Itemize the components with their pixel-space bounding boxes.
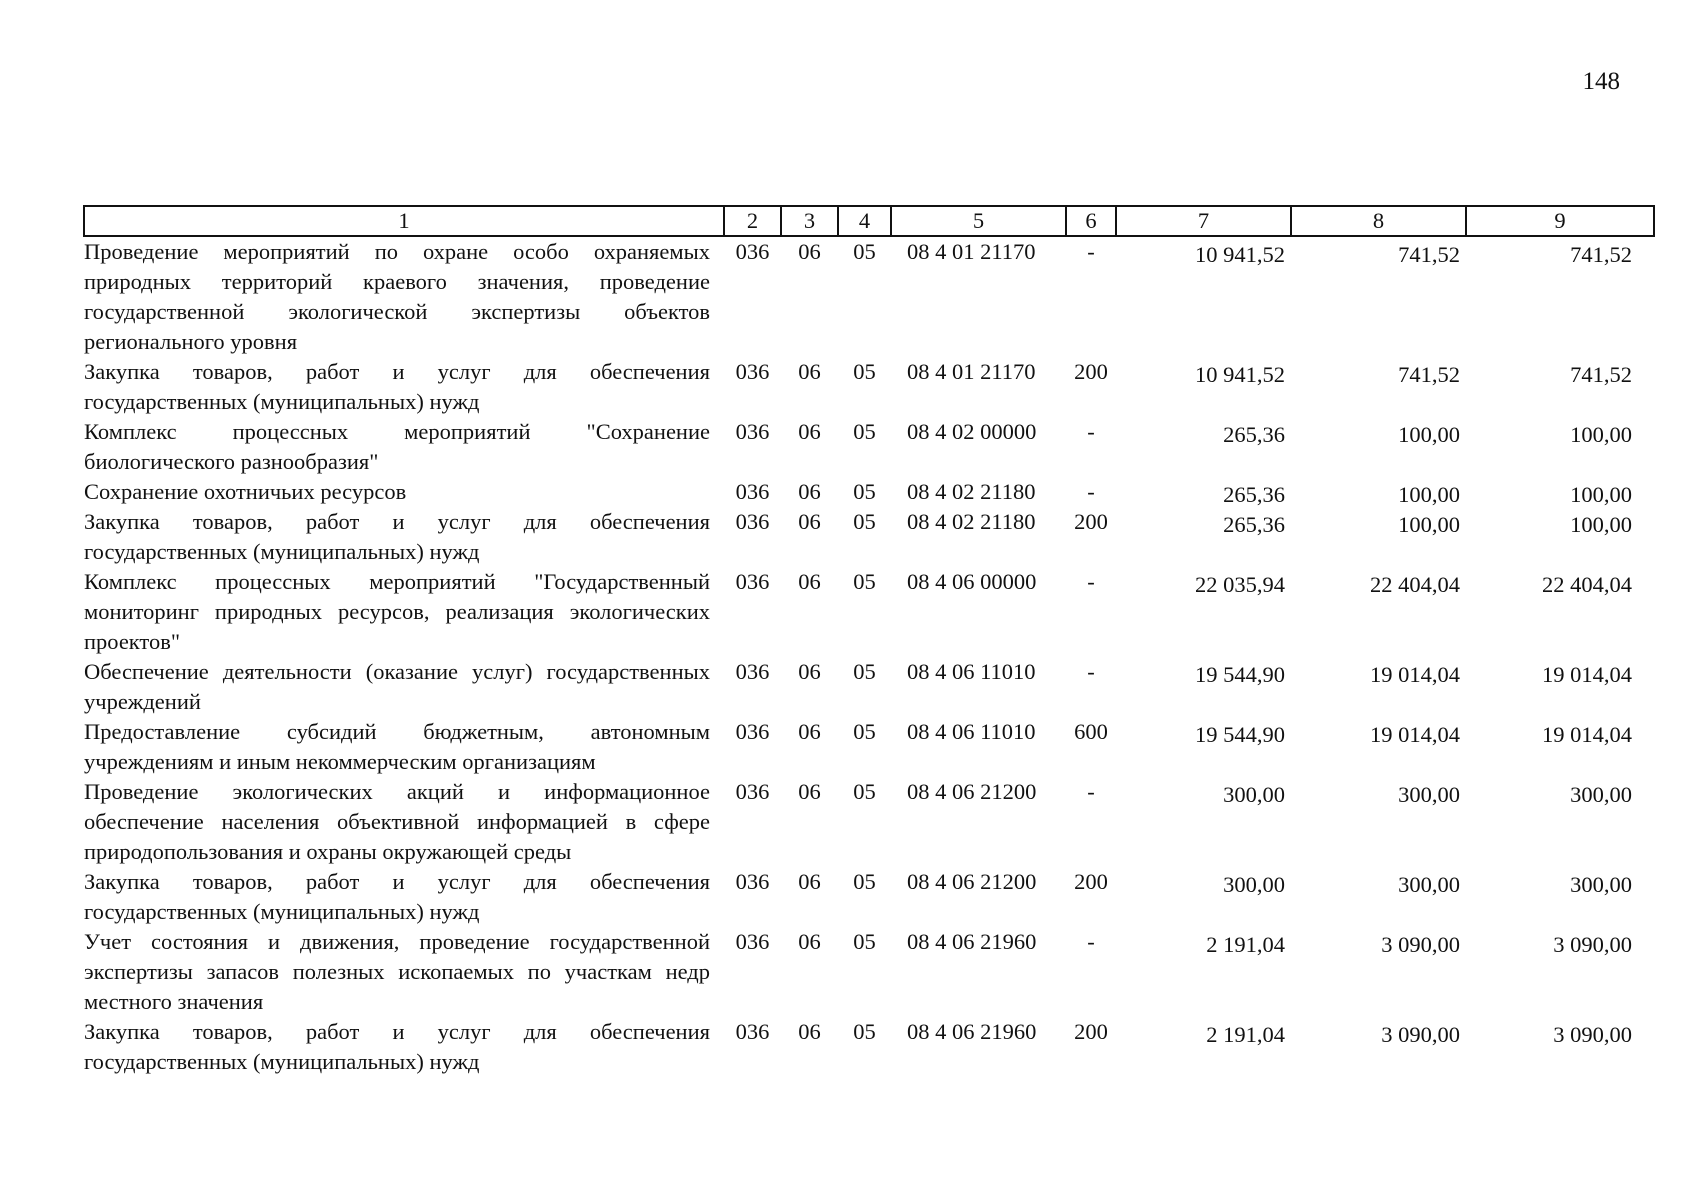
cell-expense-type <box>1066 567 1116 657</box>
cell-description-text: Закупка товаров, работ и услуг для обеспечения государственных (муниципальных) нужд <box>84 869 710 924</box>
cell-section-text: 06 <box>798 1019 821 1044</box>
cell-amount-col9-text: 19 014,04 <box>1542 662 1632 687</box>
cell-subsection-text: 05 <box>853 659 876 684</box>
cell-target-article <box>891 927 1066 1017</box>
cell-description <box>84 477 724 507</box>
cell-subsection-text: 05 <box>853 239 876 264</box>
cell-subsection <box>838 777 891 867</box>
header-col-4: 4 <box>838 206 891 236</box>
cell-amount-col7-text: 2 191,04 <box>1206 1022 1285 1047</box>
cell-amount-col8-text: 22 404,04 <box>1370 572 1460 597</box>
table-row <box>84 417 1654 477</box>
table-body <box>84 236 1654 1077</box>
cell-section <box>781 357 838 417</box>
cell-section <box>781 1017 838 1077</box>
cell-amount-col8-text: 300,00 <box>1398 872 1460 897</box>
cell-amount-col7 <box>1116 477 1291 507</box>
cell-amount-col7 <box>1116 717 1291 777</box>
cell-subsection-text: 05 <box>853 719 876 744</box>
cell-description <box>84 927 724 1017</box>
cell-amount-col8-text: 741,52 <box>1398 242 1460 267</box>
header-col-5: 5 <box>891 206 1066 236</box>
cell-section-text: 06 <box>798 509 821 534</box>
cell-admin-code <box>724 567 781 657</box>
cell-admin-code-text: 036 <box>735 569 770 594</box>
header-col-7: 7 <box>1116 206 1291 236</box>
cell-target-article-text: 08 4 06 21960 <box>907 929 1037 954</box>
cell-section-text: 06 <box>798 869 821 894</box>
cell-expense-type-text: 200 <box>1074 359 1108 384</box>
cell-description <box>84 777 724 867</box>
cell-expense-type <box>1066 777 1116 867</box>
cell-expense-type-text: 600 <box>1074 719 1108 744</box>
cell-amount-col7-text: 10 941,52 <box>1195 242 1285 267</box>
table-row <box>84 1017 1654 1077</box>
cell-section <box>781 717 838 777</box>
cell-target-article-text: 08 4 02 00000 <box>907 419 1037 444</box>
cell-amount-col9 <box>1466 927 1654 1017</box>
cell-amount-col8-text: 300,00 <box>1398 782 1460 807</box>
cell-amount-col9-text: 300,00 <box>1570 872 1632 897</box>
cell-section-text: 06 <box>798 659 821 684</box>
cell-expense-type <box>1066 717 1116 777</box>
cell-section-text: 06 <box>798 929 821 954</box>
cell-subsection <box>838 507 891 567</box>
cell-target-article <box>891 417 1066 477</box>
cell-amount-col7 <box>1116 507 1291 567</box>
cell-amount-col8 <box>1291 507 1466 567</box>
cell-amount-col7-text: 300,00 <box>1223 782 1285 807</box>
cell-section <box>781 777 838 867</box>
cell-section-text: 06 <box>798 719 821 744</box>
cell-admin-code-text: 036 <box>735 239 770 264</box>
cell-admin-code-text: 036 <box>735 869 770 894</box>
cell-subsection <box>838 477 891 507</box>
cell-amount-col7-text: 19 544,90 <box>1195 722 1285 747</box>
cell-amount-col7 <box>1116 927 1291 1017</box>
cell-amount-col9 <box>1466 717 1654 777</box>
cell-description-text: Сохранение охотничьих ресурсов <box>84 479 407 504</box>
cell-expense-type <box>1066 357 1116 417</box>
cell-target-article-text: 08 4 01 21170 <box>907 239 1036 264</box>
cell-amount-col8-text: 100,00 <box>1398 512 1460 537</box>
table-row <box>84 477 1654 507</box>
cell-amount-col9-text: 19 014,04 <box>1542 722 1632 747</box>
cell-expense-type-text: - <box>1087 659 1095 684</box>
cell-description <box>84 236 724 357</box>
cell-subsection <box>838 567 891 657</box>
cell-amount-col7-text: 22 035,94 <box>1195 572 1285 597</box>
cell-target-article-text: 08 4 06 11010 <box>907 659 1036 684</box>
cell-target-article-text: 08 4 06 21200 <box>907 779 1037 804</box>
cell-amount-col8 <box>1291 567 1466 657</box>
cell-section-text: 06 <box>798 239 821 264</box>
cell-amount-col7-text: 300,00 <box>1223 872 1285 897</box>
cell-amount-col9 <box>1466 777 1654 867</box>
cell-description <box>84 567 724 657</box>
cell-expense-type <box>1066 477 1116 507</box>
cell-subsection-text: 05 <box>853 509 876 534</box>
cell-amount-col7-text: 265,36 <box>1223 512 1285 537</box>
cell-amount-col7 <box>1116 357 1291 417</box>
cell-expense-type-text: 200 <box>1074 1019 1108 1044</box>
header-col-8: 8 <box>1291 206 1466 236</box>
cell-amount-col9-text: 3 090,00 <box>1553 1022 1632 1047</box>
cell-expense-type <box>1066 236 1116 357</box>
cell-subsection-text: 05 <box>853 929 876 954</box>
cell-description <box>84 357 724 417</box>
cell-amount-col7 <box>1116 567 1291 657</box>
cell-amount-col9 <box>1466 357 1654 417</box>
header-row <box>84 206 1654 236</box>
cell-description <box>84 507 724 567</box>
cell-amount-col8 <box>1291 236 1466 357</box>
cell-target-article <box>891 777 1066 867</box>
cell-admin-code-text: 036 <box>735 659 770 684</box>
cell-target-article-text: 08 4 06 21960 <box>907 1019 1037 1044</box>
cell-subsection <box>838 927 891 1017</box>
table-row <box>84 567 1654 657</box>
table-row <box>84 236 1654 357</box>
header-col-3: 3 <box>781 206 838 236</box>
cell-target-article <box>891 1017 1066 1077</box>
cell-amount-col9 <box>1466 567 1654 657</box>
cell-amount-col9-text: 300,00 <box>1570 782 1632 807</box>
header-col-9: 9 <box>1466 206 1654 236</box>
cell-expense-type-text: - <box>1087 479 1095 504</box>
cell-section <box>781 867 838 927</box>
cell-amount-col7 <box>1116 417 1291 477</box>
cell-admin-code <box>724 867 781 927</box>
header-col-2: 2 <box>724 206 781 236</box>
cell-admin-code <box>724 1017 781 1077</box>
table-row <box>84 657 1654 717</box>
cell-amount-col8 <box>1291 357 1466 417</box>
cell-subsection-text: 05 <box>853 569 876 594</box>
cell-amount-col8-text: 19 014,04 <box>1370 722 1460 747</box>
cell-description-text: Проведение экологических акций и информационное обеспечение населения объективной информацией в сфере природопользования и охраны окружающей среды <box>84 779 710 864</box>
cell-subsection-text: 05 <box>853 869 876 894</box>
cell-target-article <box>891 357 1066 417</box>
cell-amount-col8 <box>1291 1017 1466 1077</box>
cell-subsection <box>838 1017 891 1077</box>
cell-description <box>84 657 724 717</box>
cell-amount-col8-text: 3 090,00 <box>1381 932 1460 957</box>
cell-amount-col9 <box>1466 1017 1654 1077</box>
cell-amount-col8 <box>1291 417 1466 477</box>
cell-amount-col8-text: 741,52 <box>1398 362 1460 387</box>
cell-amount-col7 <box>1116 777 1291 867</box>
cell-section-text: 06 <box>798 359 821 384</box>
cell-subsection-text: 05 <box>853 779 876 804</box>
table-row <box>84 777 1654 867</box>
cell-target-article-text: 08 4 02 21180 <box>907 509 1036 534</box>
cell-admin-code-text: 036 <box>735 359 770 384</box>
cell-section <box>781 236 838 357</box>
cell-amount-col9 <box>1466 236 1654 357</box>
cell-target-article <box>891 657 1066 717</box>
cell-subsection <box>838 417 891 477</box>
cell-expense-type <box>1066 1017 1116 1077</box>
cell-expense-type-text: - <box>1087 779 1095 804</box>
cell-admin-code <box>724 236 781 357</box>
table-header <box>84 206 1654 236</box>
cell-amount-col7 <box>1116 657 1291 717</box>
cell-subsection <box>838 236 891 357</box>
cell-description <box>84 417 724 477</box>
cell-amount-col7-text: 19 544,90 <box>1195 662 1285 687</box>
cell-description-text: Проведение мероприятий по охране особо охраняемых природных территорий краевого значения, проведение государственной экологической экспертизы объектов регионального уровня <box>84 239 710 354</box>
cell-amount-col9 <box>1466 477 1654 507</box>
cell-expense-type <box>1066 657 1116 717</box>
cell-admin-code-text: 036 <box>735 479 770 504</box>
cell-amount-col7-text: 2 191,04 <box>1206 932 1285 957</box>
cell-admin-code <box>724 717 781 777</box>
cell-amount-col7-text: 265,36 <box>1223 422 1285 447</box>
cell-amount-col7 <box>1116 1017 1291 1077</box>
cell-description-text: Учет состояния и движения, проведение государственной экспертизы запасов полезных ископаемых по участкам недр местного значения <box>84 929 710 1014</box>
cell-expense-type-text: 200 <box>1074 869 1108 894</box>
cell-target-article-text: 08 4 06 21200 <box>907 869 1037 894</box>
cell-description-text: Комплекс процессных мероприятий "Сохранение биологического разнообразия" <box>84 419 710 474</box>
cell-subsection <box>838 357 891 417</box>
table-row <box>84 927 1654 1017</box>
cell-amount-col9-text: 741,52 <box>1570 362 1632 387</box>
cell-amount-col7 <box>1116 236 1291 357</box>
cell-description <box>84 867 724 927</box>
cell-amount-col7-text: 10 941,52 <box>1195 362 1285 387</box>
cell-amount-col8 <box>1291 927 1466 1017</box>
cell-amount-col9-text: 22 404,04 <box>1542 572 1632 597</box>
cell-target-article-text: 08 4 06 11010 <box>907 719 1036 744</box>
budget-table <box>83 205 1655 1077</box>
cell-target-article <box>891 867 1066 927</box>
cell-amount-col9-text: 100,00 <box>1570 422 1632 447</box>
cell-expense-type-text: 200 <box>1074 509 1108 534</box>
cell-section-text: 06 <box>798 779 821 804</box>
cell-description-text: Комплекс процессных мероприятий "Государственный мониторинг природных ресурсов, реализация экологических проектов" <box>84 569 710 654</box>
cell-admin-code <box>724 417 781 477</box>
cell-admin-code-text: 036 <box>735 719 770 744</box>
cell-amount-col8 <box>1291 867 1466 927</box>
table-row <box>84 867 1654 927</box>
cell-target-article-text: 08 4 06 00000 <box>907 569 1037 594</box>
cell-admin-code <box>724 777 781 867</box>
cell-description-text: Закупка товаров, работ и услуг для обеспечения государственных (муниципальных) нужд <box>84 1019 710 1074</box>
cell-description-text: Предоставление субсидий бюджетным, автономным учреждениям и иным некоммерческим организациям <box>84 719 710 774</box>
table-row <box>84 717 1654 777</box>
cell-amount-col8 <box>1291 477 1466 507</box>
cell-description-text: Обеспечение деятельности (оказание услуг) государственных учреждений <box>84 659 710 714</box>
cell-expense-type <box>1066 417 1116 477</box>
cell-admin-code-text: 036 <box>735 779 770 804</box>
cell-amount-col9-text: 741,52 <box>1570 242 1632 267</box>
cell-amount-col9 <box>1466 507 1654 567</box>
cell-admin-code-text: 036 <box>735 509 770 534</box>
cell-expense-type <box>1066 927 1116 1017</box>
cell-description-text: Закупка товаров, работ и услуг для обеспечения государственных (муниципальных) нужд <box>84 359 710 414</box>
cell-subsection-text: 05 <box>853 419 876 444</box>
cell-amount-col8-text: 3 090,00 <box>1381 1022 1460 1047</box>
cell-expense-type-text: - <box>1087 419 1095 444</box>
cell-admin-code-text: 036 <box>735 929 770 954</box>
cell-expense-type-text: - <box>1087 569 1095 594</box>
cell-expense-type <box>1066 867 1116 927</box>
cell-section <box>781 477 838 507</box>
cell-admin-code-text: 036 <box>735 419 770 444</box>
cell-section-text: 06 <box>798 569 821 594</box>
cell-admin-code <box>724 657 781 717</box>
cell-amount-col9 <box>1466 657 1654 717</box>
cell-target-article <box>891 236 1066 357</box>
cell-target-article <box>891 717 1066 777</box>
cell-description <box>84 1017 724 1077</box>
cell-amount-col7-text: 265,36 <box>1223 482 1285 507</box>
cell-target-article-text: 08 4 01 21170 <box>907 359 1036 384</box>
cell-admin-code <box>724 477 781 507</box>
cell-subsection <box>838 867 891 927</box>
header-col-1: 1 <box>84 206 724 236</box>
cell-admin-code <box>724 357 781 417</box>
cell-description <box>84 717 724 777</box>
cell-target-article <box>891 477 1066 507</box>
cell-target-article-text: 08 4 02 21180 <box>907 479 1036 504</box>
cell-admin-code-text: 036 <box>735 1019 770 1044</box>
cell-subsection-text: 05 <box>853 479 876 504</box>
cell-section-text: 06 <box>798 479 821 504</box>
cell-amount-col9-text: 3 090,00 <box>1553 932 1632 957</box>
cell-amount-col9 <box>1466 417 1654 477</box>
cell-target-article <box>891 507 1066 567</box>
header-col-6: 6 <box>1066 206 1116 236</box>
cell-subsection-text: 05 <box>853 359 876 384</box>
cell-admin-code <box>724 507 781 567</box>
cell-section <box>781 567 838 657</box>
cell-section <box>781 657 838 717</box>
cell-section-text: 06 <box>798 419 821 444</box>
cell-amount-col8 <box>1291 657 1466 717</box>
cell-description-text: Закупка товаров, работ и услуг для обеспечения государственных (муниципальных) нужд <box>84 509 710 564</box>
cell-target-article <box>891 567 1066 657</box>
cell-expense-type-text: - <box>1087 239 1095 264</box>
cell-subsection-text: 05 <box>853 1019 876 1044</box>
cell-subsection <box>838 717 891 777</box>
cell-expense-type-text: - <box>1087 929 1095 954</box>
cell-expense-type <box>1066 507 1116 567</box>
cell-amount-col9 <box>1466 867 1654 927</box>
cell-amount-col8 <box>1291 717 1466 777</box>
cell-amount-col8 <box>1291 777 1466 867</box>
cell-amount-col9-text: 100,00 <box>1570 512 1632 537</box>
cell-subsection <box>838 657 891 717</box>
cell-section <box>781 507 838 567</box>
table-row <box>84 507 1654 567</box>
table-row <box>84 357 1654 417</box>
cell-admin-code <box>724 927 781 1017</box>
cell-amount-col8-text: 19 014,04 <box>1370 662 1460 687</box>
cell-amount-col9-text: 100,00 <box>1570 482 1632 507</box>
cell-section <box>781 927 838 1017</box>
cell-section <box>781 417 838 477</box>
cell-amount-col8-text: 100,00 <box>1398 422 1460 447</box>
page-number: 148 <box>1582 68 1620 95</box>
cell-amount-col8-text: 100,00 <box>1398 482 1460 507</box>
cell-amount-col7 <box>1116 867 1291 927</box>
